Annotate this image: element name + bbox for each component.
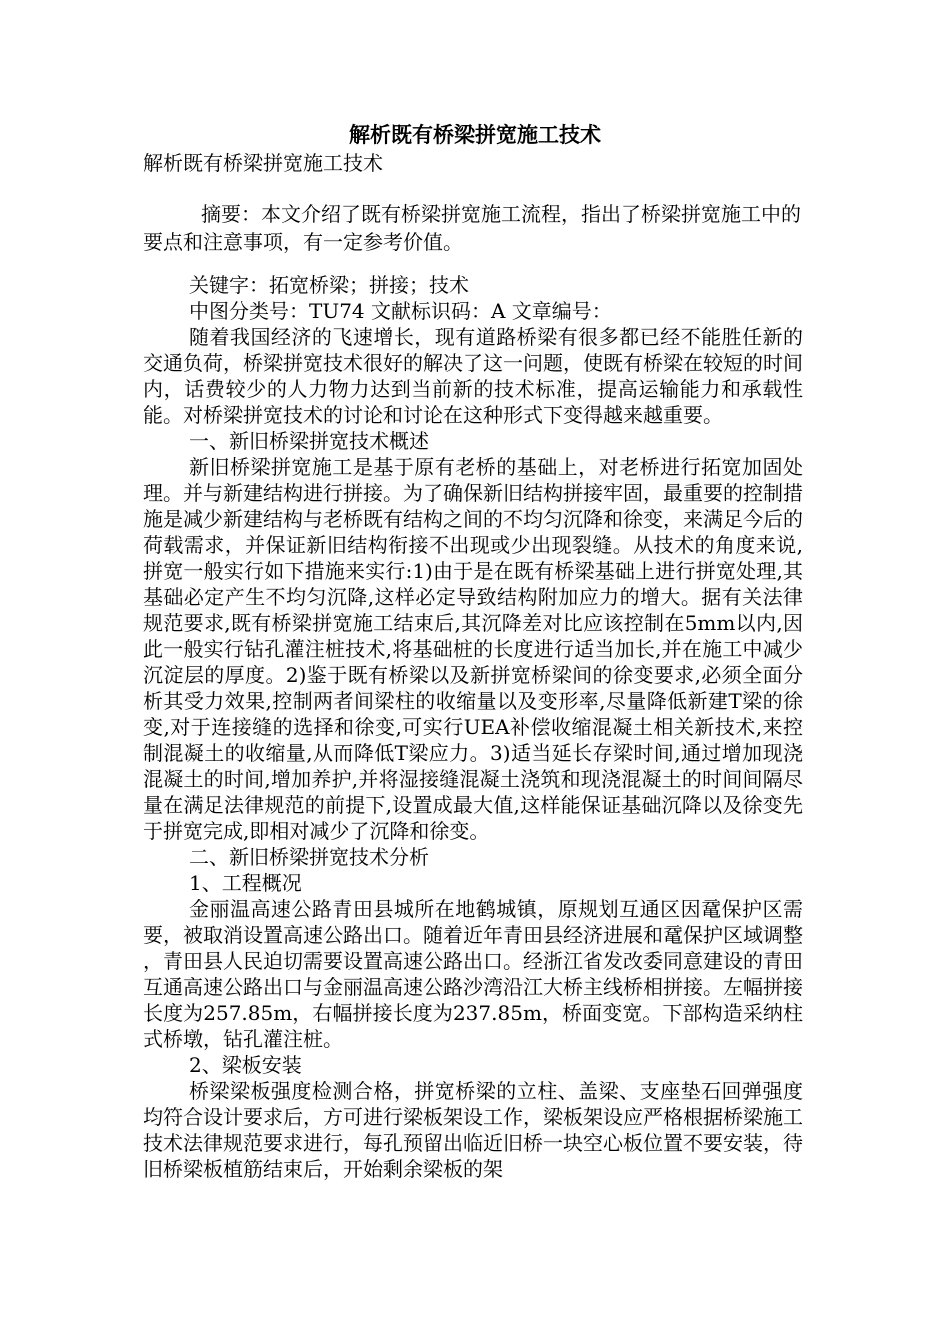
classification-line: 中图分类号：TU74 文献标识码：A 文章编号： (189, 299, 612, 323)
document-title: 解析既有桥梁拼宽施工技术 (349, 122, 601, 147)
section-2-heading: 二、新旧桥梁拼宽技术分析 (189, 845, 429, 869)
document-subtitle: 解析既有桥梁拼宽施工技术 (143, 151, 383, 175)
section-1-paragraph: 新旧桥梁拼宽施工是基于原有老桥的基础上，对老桥进行拓宽加固处理。并与新建结构进行拼接。为了确保新旧结构拼接牢固，最重要的控制措施是减少新建结构与老桥既有结构之间的不均匀沉降和徐变，来满足今后的荷载需求，并保证新旧结构衔接不出现或少出现裂缝。从技术的角度来说,拼宽一般实行如下措施来实行:1)由于是在既有桥梁基础上进行拼宽处理,其基础必定产生不均匀沉降,这样必定导致结构附加应力的增大。据有关法律规范要求,既有桥梁拼宽施工结束后,其沉降差对比应该控制在5mm以内,因此一般实行钻孔灌注桩技术,将基础桩的长度进行适当加长,并在施工中减少沉淀层的厚度。2)鉴于既有桥梁以及新拼宽桥梁间的徐变要求,必须全面分析其受力效果,控制两者间梁柱的收缩量以及变形率,尽量降低新建T梁的徐变,对于连接缝的选择和徐变,可实行UEA补偿收缩混凝土相关新技术,来控制混凝土的收缩量,从而降低T梁应力。3)适当延长存梁时间,通过增加现浇混凝土的时间,增加养护,并将湿接缝混凝土浇筑和现浇混凝土的时间间隔尽量在满足法律规范的前提下,设置成最大值,这样能保证基础沉降以及徐变先于拼宽完成,即相对减少了沉降和徐变。 (143, 455, 803, 843)
document-body (143, 272, 803, 1182)
subsection-2-heading: 2、梁板安装 (189, 1053, 302, 1077)
section-1-heading: 一、新旧桥梁拼宽技术概述 (189, 429, 429, 453)
keywords-line: 关键字：拓宽桥梁；拼接；技术 (189, 273, 469, 297)
abstract-paragraph: 摘要：本文介绍了既有桥梁拼宽施工流程，指出了桥梁拼宽施工中的要点和注意事项，有一定参考价值。 (143, 202, 801, 254)
subsection-2-paragraph: 桥梁梁板强度检测合格，拼宽桥梁的立柱、盖梁、支座垫石回弹强度均符合设计要求后，方可进行梁板架设工作，梁板架设应严格根据桥梁施工技术法律规范要求进行，每孔预留出临近旧桥一块空心板位置不要安装，待旧桥梁板植筋结束后，开始剩余梁板的架 (143, 1079, 803, 1181)
subsection-1-paragraph: 金丽温高速公路青田县城所在地鹤城镇，原规划互通区因鼋保护区需要，被取消设置高速公路出口。随着近年青田县经济进展和鼋保护区域调整 ，青田县人民迫切需要设置高速公路出口。经浙江省发改委同意建设的青田互通高速公路出口与金丽温高速公路沙湾沿江大桥主线桥相拼接。左幅拼接长度为257.85m，右幅拼接长度为237.85m，桥面变宽。下部构造采纳柱式桥墩，钻孔灌注桩。 (143, 897, 803, 1051)
intro-paragraph: 随着我国经济的飞速增长，现有道路桥梁有很多都已经不能胜任新的交通负荷，桥梁拼宽技术很好的解决了这一问题，使既有桥梁在较短的时间内，话费较少的人力物力达到当前新的技术标准，提高运输能力和承载性能。对桥梁拼宽技术的讨论和讨论在这种形式下变得越来越重要。 (143, 325, 803, 427)
subsection-1-heading: 1、工程概况 (189, 871, 302, 895)
